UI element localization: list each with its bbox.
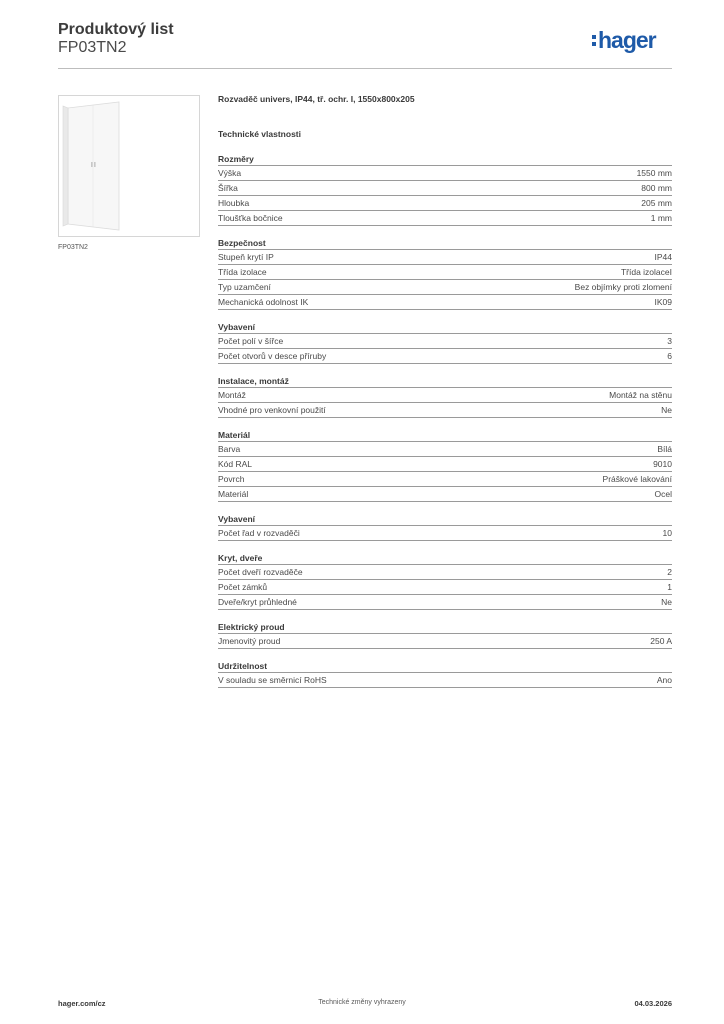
spec-label: Šířka <box>218 183 238 193</box>
spec-value: 250 A <box>650 636 672 646</box>
spec-row <box>218 487 672 502</box>
spec-value: Práškové lakování <box>602 474 672 484</box>
spec-value: 9010 <box>653 459 672 469</box>
spec-row <box>218 334 672 349</box>
spec-section <box>218 513 672 541</box>
spec-label: Mechanická odolnost IK <box>218 297 309 307</box>
spec-value: Bílá <box>657 444 672 454</box>
spec-section <box>218 552 672 610</box>
hager-logo <box>590 26 680 56</box>
spec-value: 1550 mm <box>636 168 672 178</box>
spec-label: Hloubka <box>218 198 250 208</box>
spec-label: Materiál <box>218 489 249 499</box>
spec-label: Jmenovitý proud <box>218 636 281 646</box>
spec-row <box>218 280 672 295</box>
spec-row <box>218 580 672 595</box>
spec-section <box>218 621 672 649</box>
section-title: Vybavení <box>218 514 256 524</box>
spec-label: Tloušťka bočnice <box>218 213 283 223</box>
spec-row <box>218 403 672 418</box>
spec-label: Stupeň krytí IP <box>218 252 274 262</box>
spec-value: 6 <box>667 351 672 361</box>
section-title: Materiál <box>218 430 251 440</box>
spec-row <box>218 595 672 610</box>
spec-row <box>218 526 672 541</box>
spec-value: 10 <box>662 528 672 538</box>
spec-value: 205 mm <box>641 198 672 208</box>
spec-value: Ocel <box>654 489 672 499</box>
page-title: Produktový list <box>58 21 174 38</box>
spec-row <box>218 634 672 649</box>
spec-value: Bez objímky proti zlomení <box>574 282 672 292</box>
section-title: Udržitelnost <box>218 661 268 671</box>
product-image-frame <box>58 95 200 237</box>
spec-row <box>218 442 672 457</box>
spec-row <box>218 265 672 280</box>
product-details <box>218 94 672 688</box>
spec-row <box>218 295 672 310</box>
product-code: FP03TN2 <box>58 39 127 56</box>
spec-value: Ne <box>661 405 672 415</box>
spec-value: IK09 <box>654 297 672 307</box>
spec-label: Kód RAL <box>218 459 253 469</box>
spec-row <box>218 472 672 487</box>
footer-notice: Technické změny vyhrazeny <box>318 999 406 1006</box>
footer-website[interactable]: hager.com/cz <box>58 999 106 1008</box>
spec-row <box>218 196 672 211</box>
spec-section <box>218 153 672 226</box>
spec-row <box>218 211 672 226</box>
header-divider <box>58 68 672 69</box>
spec-value: 1 <box>667 582 672 592</box>
spec-label: Počet zámků <box>218 582 268 592</box>
spec-section <box>218 375 672 418</box>
spec-value: Ne <box>661 597 672 607</box>
spec-label: Počet polí v šířce <box>218 336 284 346</box>
spec-label: V souladu se směrnicí RoHS <box>218 675 327 685</box>
spec-row <box>218 673 672 688</box>
spec-label: Vhodné pro venkovní použití <box>218 405 326 415</box>
section-title: Elektrický proud <box>218 622 285 632</box>
spec-label: Dveře/kryt průhledné <box>218 597 297 607</box>
spec-value: 1 mm <box>650 213 672 223</box>
spec-value: Montáž na stěnu <box>609 390 672 400</box>
spec-row <box>218 166 672 181</box>
spec-label: Počet dveří rozvaděče <box>218 567 303 577</box>
spec-section <box>218 660 672 688</box>
spec-value: 800 mm <box>641 183 672 193</box>
image-caption: FP03TN2 <box>58 244 88 251</box>
spec-section <box>218 321 672 364</box>
section-title: Bezpečnost <box>218 238 266 248</box>
section-title: Vybavení <box>218 322 256 332</box>
spec-label: Počet řad v rozvaděči <box>218 528 300 538</box>
cabinet-image <box>59 96 199 236</box>
spec-label: Montáž <box>218 390 246 400</box>
svg-text:hager: hager <box>598 27 656 53</box>
spec-row <box>218 349 672 364</box>
spec-value: Třída izolaceI <box>620 267 672 277</box>
spec-label: Povrch <box>218 474 245 484</box>
spec-value: 3 <box>667 336 672 346</box>
spec-value: Ano <box>656 675 672 685</box>
spec-label: Typ uzamčení <box>218 282 271 292</box>
spec-value: 2 <box>667 567 672 577</box>
spec-row <box>218 457 672 472</box>
footer-date: 04.03.2026 <box>634 999 672 1008</box>
spec-row <box>218 181 672 196</box>
spec-row <box>218 565 672 580</box>
section-title: Kryt, dveře <box>218 553 263 563</box>
spec-label: Barva <box>218 444 241 454</box>
section-title: Rozměry <box>218 154 254 164</box>
spec-label: Výška <box>218 168 242 178</box>
spec-row <box>218 388 672 403</box>
spec-label: Třída izolace <box>218 267 267 277</box>
spec-value: IP44 <box>654 252 672 262</box>
spec-section <box>218 237 672 310</box>
technical-properties-heading: Technické vlastnosti <box>218 129 301 139</box>
specification-sections <box>218 153 672 688</box>
product-description: Rozvaděč univers, IP44, tř. ochr. I, 1550x800x205 <box>218 94 415 104</box>
spec-label: Počet otvorů v desce příruby <box>218 351 327 361</box>
section-title: Instalace, montáž <box>218 376 289 386</box>
spec-row <box>218 250 672 265</box>
spec-section <box>218 429 672 502</box>
